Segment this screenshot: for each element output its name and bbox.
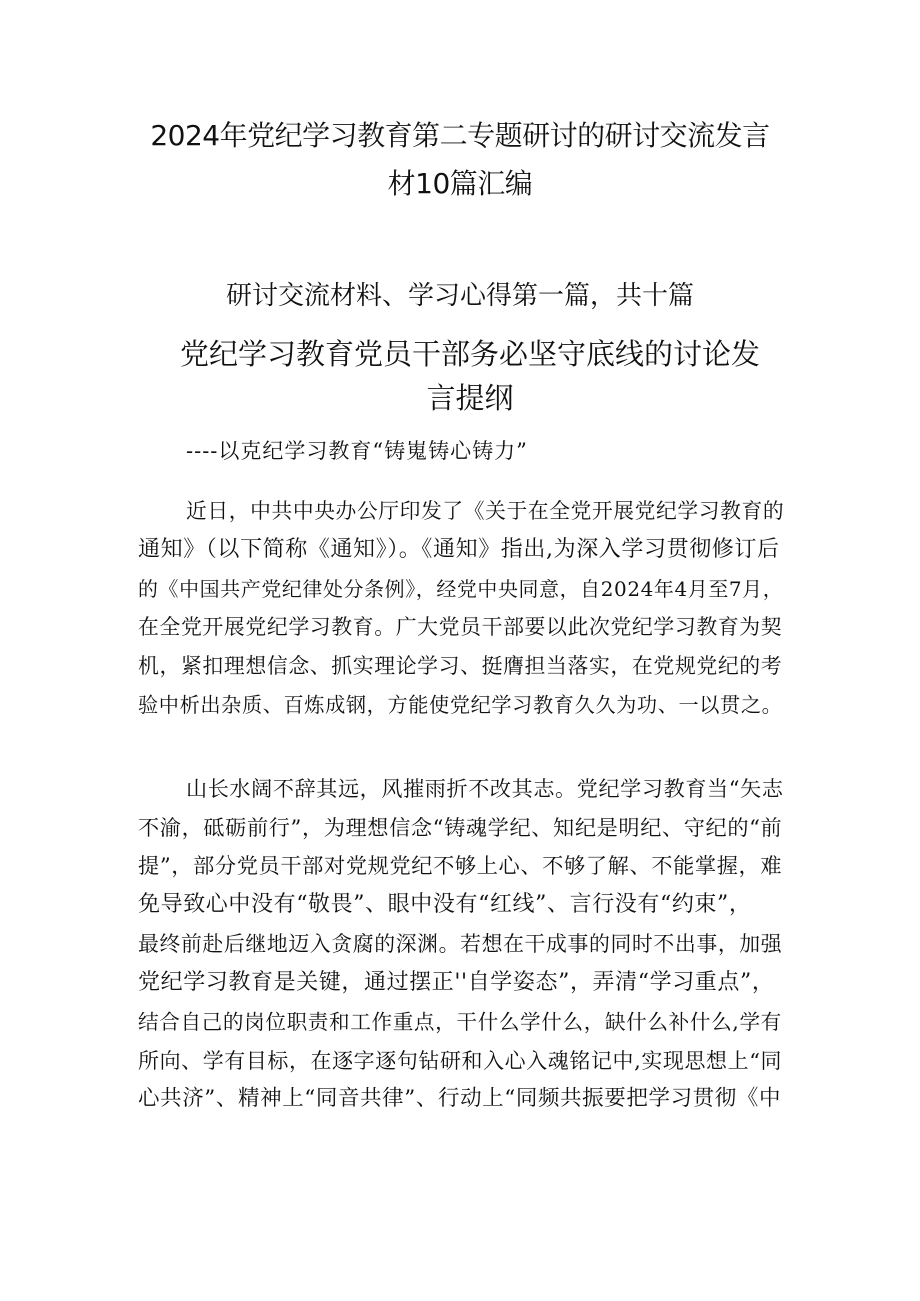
paragraph-line: 机，紧扣理想信念、抓实理论学习、挺膺担当落实，在党规党纪的考 (138, 654, 783, 679)
document-title-line-1: 2024年党纪学习教育第二专题研讨的研讨交流发言 (150, 119, 770, 152)
paragraph-line: 心共济”、精神上“同音共律”、行动上“同频共振要把学习贯彻《中 (138, 1086, 782, 1112)
paragraph-line: 党纪学习教育是关键，通过摆正''自学姿态”，弄清“学习重点”， (138, 969, 775, 995)
paragraph-line: 所向、学有目标，在逐字逐句钻研和入心入魂铭记中,实现思想上“同 (138, 1048, 783, 1073)
paragraph-line: 通知》（以下简称《通知》）。《通知》指出,为深入学习贯彻修订后 (138, 536, 780, 562)
body-paragraph-1 (138, 492, 788, 725)
paragraph-line: 免导致心中没有“敬畏”、眼中没有“红线”、言行没有“约束”， (138, 892, 752, 918)
paragraph-line: 结合自己的岗位职责和工作重点，干什么学什么，缺什么补什么,学有 (138, 1009, 782, 1034)
speech-subtitle: ----以克纪学习教育“铸嵬铸心铸力” (186, 439, 528, 463)
document-title-line-2: 材10篇汇编 (387, 167, 533, 200)
paragraph-line: 提”，部分党员干部对党规党纪不够上心、不够了解、不能掌握，难 (138, 853, 783, 879)
speech-title (140, 332, 800, 420)
paragraph-line: 在全党开展党纪学习教育。广大党员干部要以此次党纪学习教育为契 (138, 615, 783, 640)
section-label: 研讨交流材料、学习心得第一篇，共十篇 (225, 281, 694, 311)
document-title (120, 112, 800, 208)
paragraph-line: 近日，中共中央办公厅印发了《关于在全党开展党纪学习教育的 (186, 499, 785, 523)
paragraph-line: 最终前赴后继地迈入贪腐的深渊。若想在干成事的同时不出事，加强 (138, 932, 783, 957)
body-paragraph-2 (138, 770, 788, 1119)
paragraph-line: 不渝，砥砺前行”，为理想信念“铸魂学纪、知纪是明纪、守纪的“前 (138, 814, 783, 840)
speech-title-line-1: 党纪学习教育党员干部务必坚守底线的讨论发 (179, 337, 760, 371)
speech-title-line-2: 言提纲 (426, 381, 514, 415)
paragraph-line: 山长水阔不辞其远，风摧雨折不改其志。党纪学习教育当“矢志 (186, 776, 784, 801)
paragraph-line: 的《中国共产党纪律处分条例》，经党中央同意，自2024年4月至7月， (138, 576, 784, 601)
paragraph-line: 验中析出杂质、百炼成钢，方能使党纪学习教育久久为功、一以贯之。 (138, 692, 783, 717)
